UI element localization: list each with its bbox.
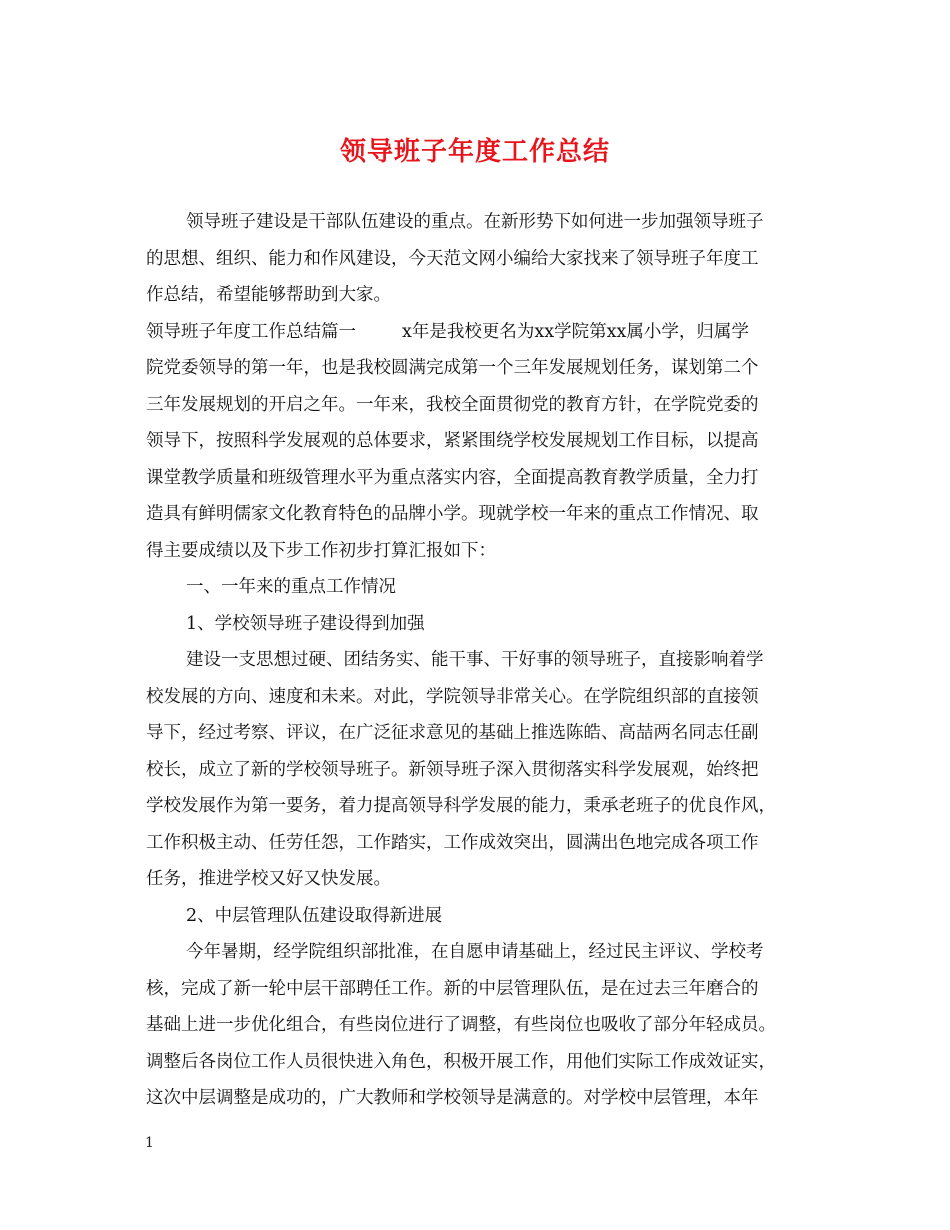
section-heading: 一、一年来的重点工作情况	[186, 577, 396, 597]
paragraph-line: 领导下，按照科学发展观的总体要求，紧紧围绕学校发展规划工作目标，以提高	[146, 431, 759, 451]
paragraph-line: 三年发展规划的开启之年。一年来，我校全面贯彻党的教育方针，在学院党委的	[146, 394, 759, 415]
subsection-heading: 1、学校领导班子建设得到加强	[186, 613, 425, 634]
paragraph-line: 校发展的方向、速度和未来。对此，学院领导非常关心。在学院组织部的直接领	[146, 686, 759, 707]
paragraph-line: 院党委领导的第一年，也是我校圆满完成第一个三年发展规划任务，谋划第二个	[146, 358, 759, 378]
paragraph-line: 得主要成绩以及下步工作初步打算汇报如下：	[146, 540, 496, 561]
paragraph-line: 造具有鲜明儒家文化教育特色的品牌小学。现就学校一年来的重点工作情况、取	[146, 504, 759, 524]
section-heading: 领导班子年度工作总结篇一	[146, 321, 356, 342]
paragraph-line	[146, 314, 811, 351]
page-number: 1	[145, 1135, 154, 1151]
paragraph-line: 课堂教学质量和班级管理水平为重点落实内容，全面提高教育教学质量，全力打	[146, 467, 759, 488]
paragraph-line: 领导班子建设是干部队伍建设的重点。在新形势下如何进一步加强领导班子	[186, 212, 764, 232]
paragraph-line: 导下，经过考察、评议，在广泛征求意见的基础上推选陈皓、高喆两名同志任副	[146, 723, 759, 743]
paragraph-text: x年是我校更名为xx学院第xx属小学，归属学	[402, 321, 749, 342]
document-title: 领导班子年度工作总结	[339, 137, 610, 167]
paragraph-line: 调整后各岗位工作人员很快进入角色，积极开展工作，用他们实际工作成效证实，	[146, 1051, 776, 1072]
document-body	[146, 204, 811, 1117]
paragraph-line: 核，完成了新一轮中层干部聘任工作。新的中层管理队伍，是在过去三年磨合的	[146, 978, 759, 999]
paragraph-line: 作总结，希望能够帮助到大家。	[146, 285, 391, 305]
paragraph-line: 工作积极主动、任劳任怨，工作踏实，工作成效突出，圆满出色地完成各项工作	[146, 832, 759, 853]
paragraph-line: 今年暑期，经学院组织部批准，在自愿申请基础上，经过民主评议、学校考	[186, 942, 764, 962]
subsection-heading: 2、中层管理队伍建设取得新进展	[186, 905, 443, 926]
paragraph-line: 学校发展作为第一要务，着力提高领导科学发展的能力，秉承老班子的优良作风，	[146, 796, 776, 816]
paragraph-line: 基础上进一步优化组合，有些岗位进行了调整，有些岗位也吸收了部分年轻成员。	[146, 1015, 776, 1035]
paragraph-line: 这次中层调整是成功的，广大教师和学校领导是满意的。对学校中层管理，本年	[146, 1088, 759, 1108]
paragraph-line: 建设一支思想过硬、团结务实、能干事、干好事的领导班子，直接影响着学	[186, 650, 764, 670]
paragraph-line: 任务，推进学校又好又快发展。	[146, 869, 391, 889]
paragraph-line: 的思想、组织、能力和作风建设，今天范文网小编给大家找来了领导班子年度工	[146, 248, 759, 269]
paragraph-line: 校长，成立了新的学校领导班子。新领导班子深入贯彻落实科学发展观，始终把	[146, 759, 759, 780]
